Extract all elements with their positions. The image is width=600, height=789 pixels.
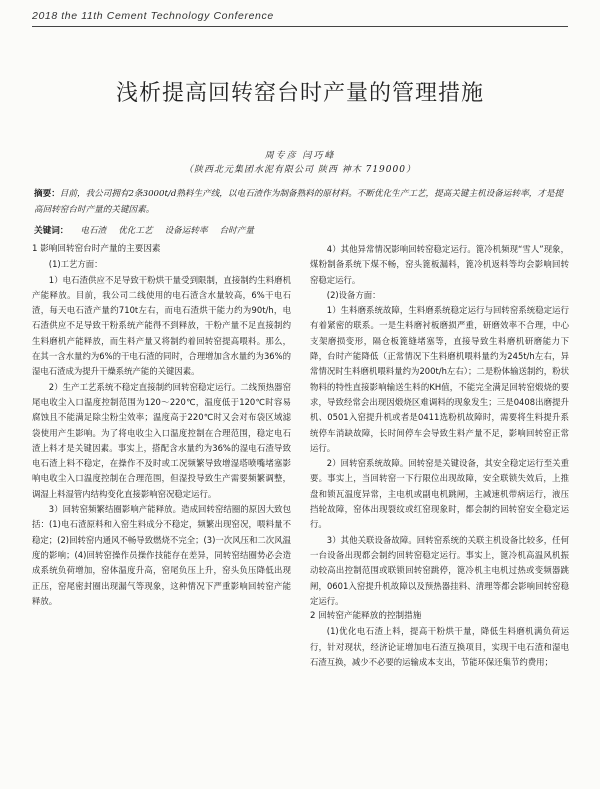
keywords xyxy=(34,224,564,236)
authors: 周专彦 闫巧峰 xyxy=(264,151,336,161)
running-header: 2018 the 11th Cement Technology Conference xyxy=(32,10,274,22)
paragraph: 4）其他异常情况影响回转窑稳定运行。篦冷机频现“雪人”现象，煤粉制备系统下煤不畅，窑头篦板漏料，篦冷机返料等均会影响回转窑稳定运行。 xyxy=(310,244,569,285)
keyword: 设备运转率 xyxy=(164,226,208,236)
paragraph: (1)优化电石渣上料，提高干粉烘干量，降低生料磨机满负荷运行，针对现状，经济论证增加电石渣互换项目，实现干电石渣和湿电石渣互换，减少不必要的运输成本支出，节能环保还集节约费用； xyxy=(310,626,569,668)
abstract-label: 摘要： xyxy=(34,189,60,199)
keyword: 优化工艺 xyxy=(118,226,153,236)
affiliation: （陕西北元集团水泥有限公司 陕西 神木 719000） xyxy=(184,165,416,175)
left-column xyxy=(32,242,291,609)
abstract xyxy=(34,186,564,218)
keyword: 电石渣 xyxy=(80,226,107,236)
paper-title: 浅析提高回转窑台时产量的管理措施 xyxy=(115,81,484,106)
keyword: 台时产量 xyxy=(219,226,254,236)
section-heading: 2 回转窑产能释放的控制措施 xyxy=(310,611,422,622)
subsection-heading: (1)工艺方面： xyxy=(48,259,103,270)
abstract-text: 目前，我公司拥有2条3000t/d熟料生产线，以电石渣作为制备熟料的原材料。不断优化生产工艺，提高关键主机设备运转率，才是提高回转窑台时产量的关键因素。 xyxy=(34,189,564,215)
paragraph: 3）其他关联设备故障。回转窑系统的关联主机设备比较多，任何一台设备出现都会制约回转窑稳定运行。事实上，篦冷机高温风机振动较高出控制范围或联锁回转窑跳停，篦冷机主电机过热或变频器跳闸，0601入窑提升机故障以及预热器挂料、清理等都会影响回转窑稳定运行。 xyxy=(310,534,569,606)
subsection-heading: (2)设备方面： xyxy=(326,289,381,300)
paragraph: 3）回转窑频繁结圈影响产能释放。造成回转窑结圈的原因大致包括：(1)电石渣原料和入窑生料成分不稳定，频繁出现窑况，喂料量不稳定；(2)回转窑内通风不畅导致燃烧不完全；(3)一次风压和二次风温度的影响；(4)回转窑操作员操作技能存在差异，同转窑结圈势必会造成系统负荷增加，窑体温度升高，窑尾负压上升，窑头负压降低出现正压，窑尾密封圈出现漏气等现象，这种情况下严重影响回转窑产能释放。 xyxy=(32,504,291,606)
paragraph: 1）生料磨系统故障，生料磨系统稳定运行与回转窑系统稳定运行有着紧密的联系。一是生料磨衬板磨损严重，研磨效率不合理，中心支架磨损变形，隔仓板篦缝堵塞等，直接导致生料磨机研磨能力下降，台时产能降低（正常情况下生料磨机喂料量约为245t/h左右，异常情况时生料磨机喂料量约为200t/h左右）；二是粉体输送制约，粉状物料的特性直接影响输送生料的KH值，不能完全满足回转窑煅烧的要求，导致经常会出现因煅烧区难调料的现象发生；三是0408出磨提升机、0501入窑提升机或者是0411选粉机故障时，需要将生料提升系统停车消缺故障，长时间停车会导致生料产量不足，影响回转窑正常运行。 xyxy=(310,305,569,453)
section-heading: 1 影响回转窑台时产量的主要因素 xyxy=(32,244,161,254)
paragraph: 2）回转窑系统故障。回转窑是关键设备，其安全稳定运行至关重要。事实上，当回转窑一下行限位出现故障，安全联锁失效后，上推盘和锁瓦温度异常，主电机或副电机跳闸，主减速机带病运行，液压挡轮故障，窑体出现裂纹或红窑现象时，都会制约回转窑安全稳定运行。 xyxy=(310,458,569,530)
header-rule xyxy=(32,26,568,27)
paragraph: 2）生产工艺系统不稳定直接制约回转窑稳定运行。二线预热器窑尾电收尘入口温度控制范围为120～220℃，温度低于120℃时容易腐蚀且不能满足除尘粉尘效率；温度高于220℃时又会对布袋区域滤袋使用产生影响。为了将电收尘入口温度控制在合理范围，稳定电石渣上料才是关键因素。事实上，搭配含水量约为36%的湿电石渣导致电石渣上料不稳定，在操作不及时或工况频繁导致增湿塔喷嘴堵塞影响电收尘入口温度控制在合理范围，但湿投导致生产需要频繁调整，调湿上料湿管内结构变化直接影响窑况稳定运行。 xyxy=(32,381,291,499)
right-column xyxy=(310,242,569,670)
keywords-label: 关键词： xyxy=(34,226,69,236)
paragraph: 1）电石渣供应不足导致干粉烘干量受到限制，直接制约生料磨机产能释放。目前，我公司二线使用的电石渣含水量较高，6%干电石渣，每天电石渣产量约710t左右，而电石渣烘干能力约为90t/h，电石渣供应不足导致干粉系统产能得不到释放，干粉产量不足直接制约生料磨机产能释放，而生料产量又将制约着回转窑提高喂料。那么，在其一含水量约为6%的干电石渣的同时，合理增加含水量约为36%的湿电石渣成为提升干燥系统产能的关键因素。 xyxy=(32,274,291,377)
